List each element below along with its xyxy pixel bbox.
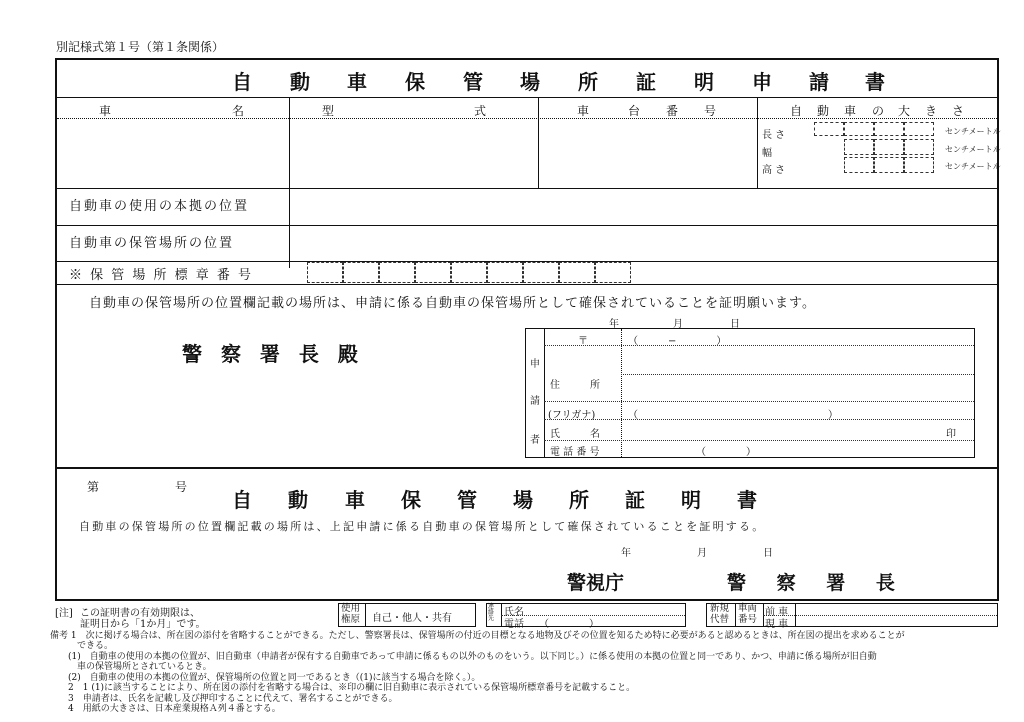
cert-day-label: 日	[763, 548, 773, 559]
postal-mark: 〒	[578, 336, 588, 347]
seal-mark: 印	[946, 429, 956, 440]
phone-field[interactable]: （ ）	[696, 447, 756, 458]
sticker-digit-9[interactable]	[595, 262, 631, 283]
header-model-2: 式	[474, 104, 487, 118]
header-size-3: 車	[844, 104, 857, 118]
header-chassis-4: 号	[704, 104, 717, 118]
new-replace-label: 新規代替	[710, 603, 730, 625]
height-digit-3[interactable]	[904, 157, 934, 173]
applicant-label-3: 者	[530, 435, 540, 446]
header-chassis-2: 台	[628, 104, 641, 118]
note-line-1: この証明書の有効期限は、	[80, 608, 200, 619]
chassis-number-field[interactable]	[540, 120, 755, 186]
model-field[interactable]	[291, 120, 536, 186]
applicant-label-1: 申	[530, 359, 540, 370]
request-month-label: 月	[673, 319, 683, 330]
storage-location-field[interactable]	[291, 227, 996, 260]
applicant-box	[525, 328, 975, 458]
height-unit: センチメートル	[945, 162, 1001, 171]
furigana-label: (フリガナ)	[548, 410, 596, 421]
current-car-label: 現 車	[765, 619, 789, 630]
vehicle-number-label: 車両番号	[738, 603, 758, 625]
cert-number-suffix: 号	[175, 480, 188, 494]
height-digit-1[interactable]	[844, 157, 874, 173]
width-digit-1[interactable]	[844, 139, 874, 155]
sticker-digit-1[interactable]	[307, 262, 343, 283]
cert-year-label: 年	[621, 548, 631, 559]
header-size-2: 動	[817, 104, 830, 118]
length-digit-3[interactable]	[874, 122, 904, 136]
sticker-digit-6[interactable]	[487, 262, 523, 283]
issuer-title: 警 察 署 長	[727, 572, 907, 594]
header-size-5: 大	[898, 104, 911, 118]
height-digit-2[interactable]	[874, 157, 904, 173]
contact-name[interactable]: 氏名	[504, 607, 524, 618]
request-sentence: 自動車の保管場所の位置欄記載の場所は、申請に係る自動車の保管場所として確保されていることを証明願います。	[89, 296, 816, 311]
form-label: 別記様式第１号（第１条関係）	[56, 40, 225, 54]
remark-line: 2 1 (1)に該当することにより、所在図の添付を省略する場合は、※印の欄に旧自動車に表示されている保管場所標章番号を記載すること。	[50, 683, 636, 693]
remark-line: (1) 自動車の使用の本拠の位置が、旧自動車（申請者が保有する自動車であって申請に係るもの以外のものをいう。以下同じ。）に係る使用の本拠の位置と同一であり、かつ、申請に係る場所が旧自動	[50, 652, 877, 662]
contact-phone[interactable]: 電話 （ ）	[504, 619, 599, 630]
length-digit-4[interactable]	[904, 122, 934, 136]
remark-line: 車の保管場所とされているとき。	[50, 662, 212, 672]
remark-line: できる。	[50, 641, 114, 651]
header-chassis-1: 車	[577, 104, 590, 118]
furigana-field[interactable]: （ ）	[628, 410, 838, 421]
contact-label: 連絡先	[488, 603, 495, 622]
use-right-label: 使用権原	[341, 603, 361, 625]
sticker-digit-4[interactable]	[415, 262, 451, 283]
height-label: 高 さ	[762, 165, 786, 176]
issuer-agency: 警視庁	[567, 572, 625, 594]
use-right-value[interactable]: 自己・他人・共有	[372, 613, 452, 624]
phone-label: 電 話 番 号	[550, 447, 600, 458]
addressee: 警 察 署 長 殿	[182, 342, 364, 366]
header-model-1: 型	[322, 104, 335, 118]
sticker-digit-8[interactable]	[559, 262, 595, 283]
sticker-digit-5[interactable]	[451, 262, 487, 283]
header-chassis-3: 番	[666, 104, 679, 118]
note-label: [注]	[55, 608, 73, 619]
length-label: 長 さ	[762, 130, 786, 141]
certificate-sentence: 自動車の保管場所の位置欄記載の場所は、上記申請に係る自動車の保管場所として確保されていることを証明する。	[79, 520, 766, 533]
prev-car-label: 前 車	[765, 607, 789, 618]
storage-location-label: 自動車の保管場所の位置	[69, 236, 235, 251]
request-day-label: 日	[730, 319, 740, 330]
remark-line: 4 用紙の大きさは、日本産業規格Ａ列４番とする。	[50, 704, 281, 714]
header-size-1: 自	[790, 104, 803, 118]
sticker-digit-2[interactable]	[343, 262, 379, 283]
width-digit-2[interactable]	[874, 139, 904, 155]
remark-line: 3 申請者は、氏名を記載し及び押印することに代えて、署名することができる。	[50, 694, 398, 704]
request-year-label: 年	[609, 319, 619, 330]
base-location-label: 自動車の使用の本拠の位置	[69, 199, 250, 214]
remark-line: (2) 自動車の使用の本拠の位置が、保管場所の位置と同一であるとき（(1)に該当する場合を除く。）。	[50, 673, 481, 683]
length-digit-2[interactable]	[844, 122, 874, 136]
length-digit-1[interactable]	[814, 122, 844, 136]
sticker-digit-3[interactable]	[379, 262, 415, 283]
width-digit-3[interactable]	[904, 139, 934, 155]
header-size-7: さ	[952, 104, 965, 118]
name-label: 氏 名	[550, 429, 600, 440]
application-form: 自 動 車 保 管 場 所 証 明 申 請 書 車 名 型 式 車 台 番 号 自 動 車 の 大 き さ 長 さ 幅 高 さ センチメートル センチメートル センチメートル 自動車の使用の本拠の位置 自動車の保管場所の位置 ※ 保 管 場 所 標 章 番 号 自動車の保管場所の位置欄記載の場所は、申請に係る自動車の保管場所として確保されていることを証明願います。 年 月 日 警 察 署 長 殿 申 請 者 〒 （ − ） 住 所 (フリガナ) （ ） 氏 名 印 電 話 番 号 （ ） 第 号 自 動 車 保 管 場 所 証 明 書 自動車の保管場所の位置欄記載の場所は、上記申請に係る自動車の保管場所として確保されていることを証明する。 年 月 日 警視庁 警 察 署 長	[55, 58, 999, 601]
name-field[interactable]	[624, 421, 924, 439]
car-name-field[interactable]	[59, 120, 287, 186]
header-car-name-1: 車	[99, 104, 112, 118]
header-car-name-2: 名	[232, 104, 245, 118]
base-location-field[interactable]	[291, 190, 996, 223]
width-label: 幅	[762, 148, 772, 159]
header-size-4: の	[872, 104, 885, 118]
note-line-2: 証明日から「1か月」です。	[80, 619, 206, 630]
width-unit: センチメートル	[945, 145, 1001, 154]
header-size-6: き	[925, 104, 938, 118]
cert-month-label: 月	[697, 548, 707, 559]
sticker-number-label: ※ 保 管 場 所 標 章 番 号	[69, 268, 254, 283]
cert-number-label: 第	[87, 480, 100, 494]
length-unit: センチメートル	[945, 127, 1001, 136]
sticker-digit-7[interactable]	[523, 262, 559, 283]
remark-line: 備考 1 次に掲げる場合は、所在図の添付を省略することができる。ただし、警察署長は、保管場所の付近の目標となる地物及びその位置を知るため特に必要があると認めるときは、所在図の提出を求めることが	[50, 631, 905, 641]
address-field[interactable]	[624, 349, 972, 401]
address-label: 住 所	[550, 380, 600, 391]
applicant-label-2: 請	[530, 396, 540, 407]
postal-code-field[interactable]: （ − ）	[628, 336, 727, 347]
